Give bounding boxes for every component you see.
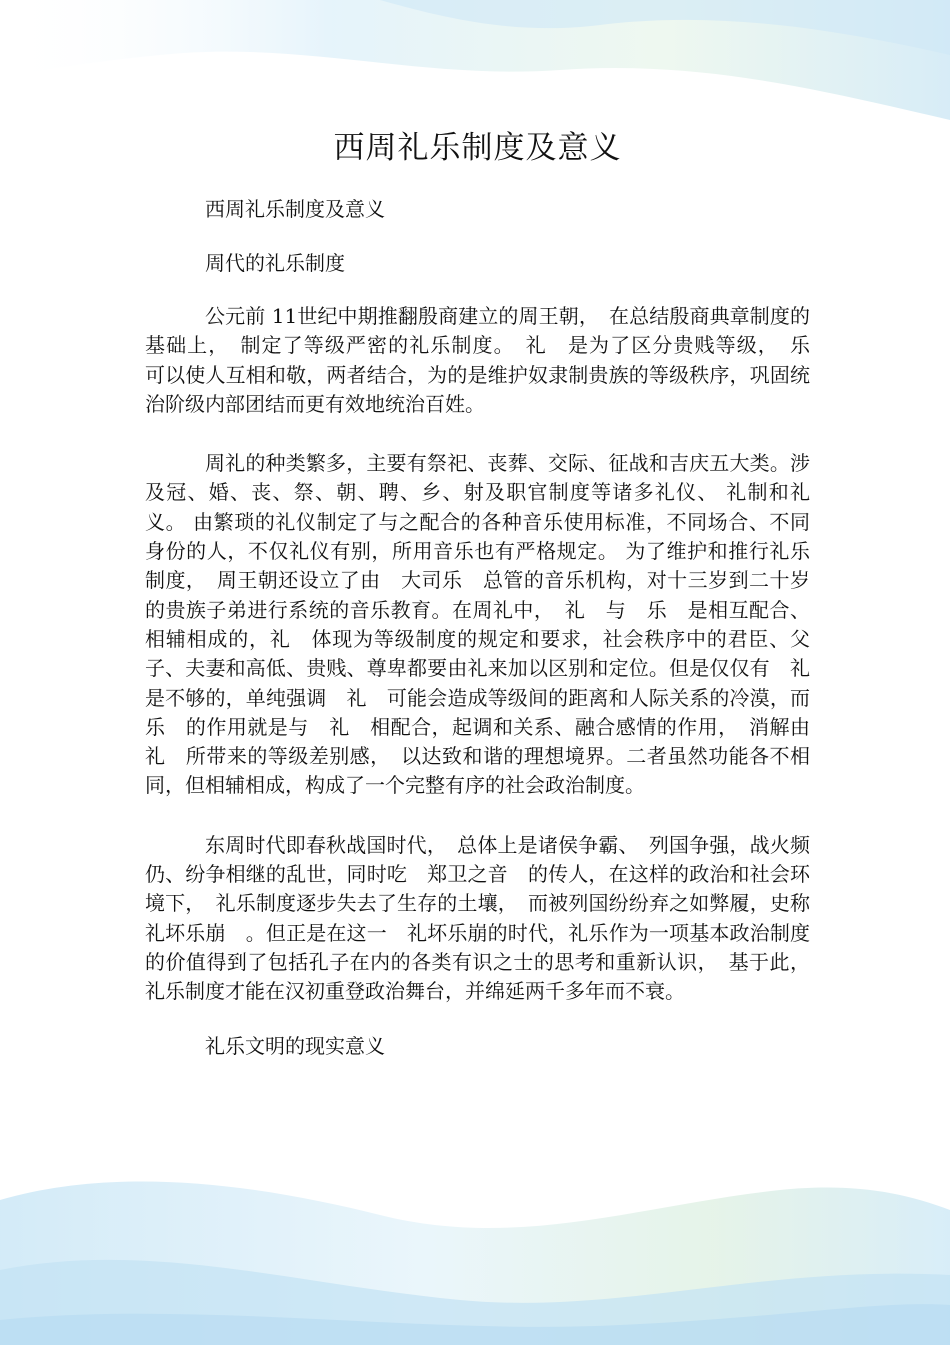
section-heading-zhou-rites: 周代的礼乐制度 [205, 251, 345, 275]
paragraph-types-of-rites: 周礼的种类繁多，主要有祭祀、丧葬、交际、征战和吉庆五大类。涉及冠、婚、丧、祭、朝、聘、乡、射及职官制度等诸多礼仪、 礼制和礼义。 由繁琐的礼仪制定了与之配合的各种音乐使用标准，不同场合、不同身份的人，不仅礼仪有别，所用音乐也有严格规定。 为了维护和推行礼乐制度， 周王朝还设立了由 大司乐 总管的音乐机构，对十三岁到二十岁的贵族子弟进行系统的音乐教育。在周礼中， 礼 与 乐 是相互配合、相辅相成的，礼 体现为等级制度的规定和要求，社会秩序中的君臣、父子、夫妻和高低、贵贱、尊卑都要由礼来加以区别和定位。但是仅仅有 礼 是不够的，单纯强调 礼 可能会造成等级间的距离和人际关系的冷漠，而 乐 的作用就是与 礼 相配合，起调和关系、融合感情的作用， 消解由 礼 所带来的等级差别感， 以达致和谐的理想境界。二者虽然功能各不相同，但相辅相成，构成了一个完整有序的社会政治制度。 [145, 451, 830, 798]
paragraph-zhou-dynasty-overview: 公元前 11世纪中期推翻殷商建立的周王朝， 在总结殷商典章制度的基础上， 制定了等级严密的礼乐制度。 礼 是为了区分贵贱等级， 乐 可以使人互相和敬，两者结合，为的是维护奴隶制贵族的等级秩序，巩固统治阶级内部团结而更有效地统治百姓。 [145, 304, 830, 416]
document-subtitle: 西周礼乐制度及意义 [205, 197, 385, 221]
document-body [145, 128, 830, 1085]
section-heading-modern-significance: 礼乐文明的现实意义 [205, 1033, 385, 1058]
paragraph-eastern-zhou: 东周时代即春秋战国时代， 总体上是诸侯争霸、 列国争强，战火频仍、纷争相继的乱世，同时吃 郑卫之音 的传人，在这样的政治和社会环境下， 礼乐制度逐步失去了生存的土壤， 而被列国纷纷弃之如弊履，史称 礼坏乐崩 。但正是在这一 礼坏乐崩的时代，礼乐作为一项基本政治制度的价值得到了包括孔子在内的各类有识之士的思考和重新认识， 基于此，礼乐制度才能在汉初重登政治舞台，并绵延两千多年而不衰。 [145, 832, 830, 1004]
document-title: 西周礼乐制度及意义 [333, 130, 622, 166]
